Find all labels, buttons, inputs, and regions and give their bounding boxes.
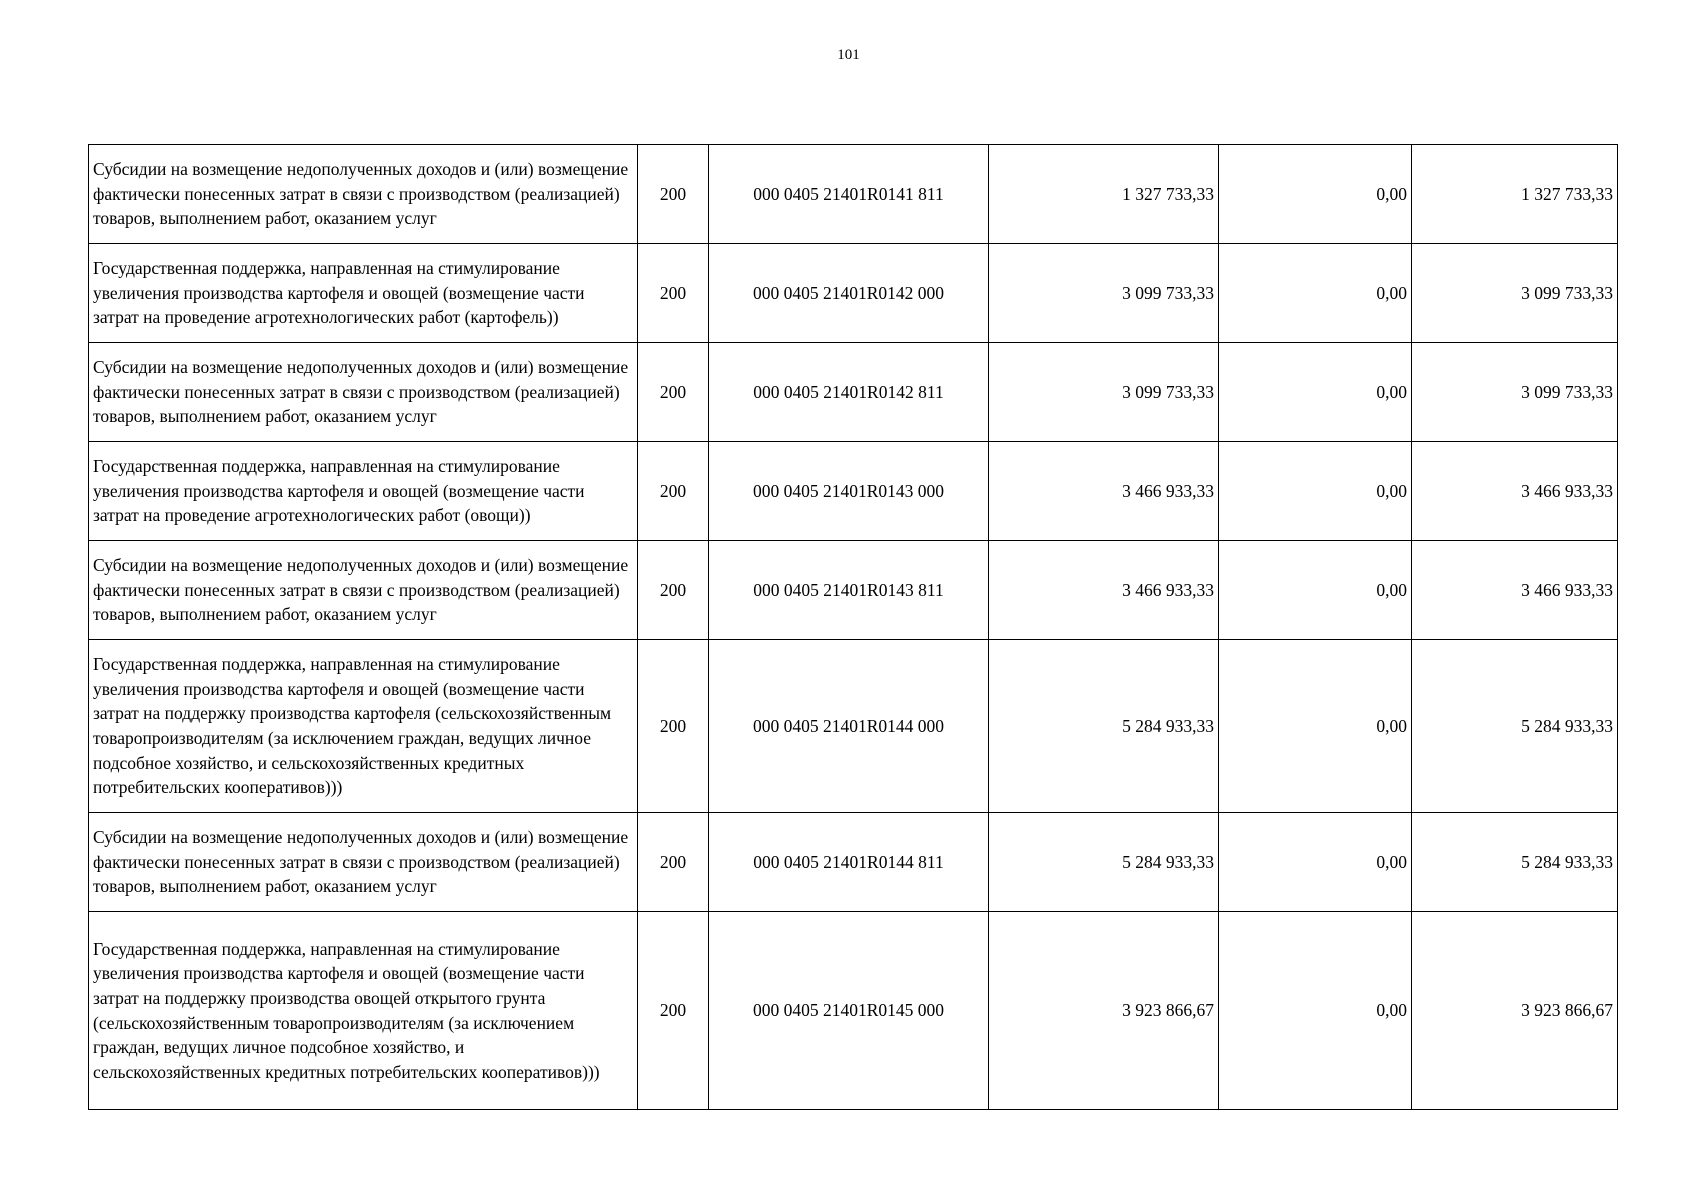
- row-remaining-cell: 1 327 733,33: [1412, 145, 1618, 244]
- row-approved-cell: 5 284 933,33: [989, 640, 1219, 813]
- row-remaining-cell: 3 099 733,33: [1412, 343, 1618, 442]
- row-code-cell: 200: [638, 343, 709, 442]
- row-code-cell: 200: [638, 640, 709, 813]
- row-approved-cell: 3 099 733,33: [989, 244, 1219, 343]
- table-row: [89, 813, 1618, 912]
- row-classification-cell: 000 0405 21401R0141 811: [709, 145, 989, 244]
- table-row: [89, 541, 1618, 640]
- row-executed-cell: 0,00: [1219, 145, 1412, 244]
- row-remaining-cell: 5 284 933,33: [1412, 640, 1618, 813]
- row-remaining-cell: 3 466 933,33: [1412, 541, 1618, 640]
- row-approved-cell: 3 466 933,33: [989, 442, 1219, 541]
- row-name-cell: Субсидии на возмещение недополученных доходов и (или) возмещение фактически понесенных затрат в связи с производством (реализацией) товаров, выполнением работ, оказанием услуг: [89, 813, 638, 912]
- row-approved-cell: 1 327 733,33: [989, 145, 1219, 244]
- row-executed-cell: 0,00: [1219, 343, 1412, 442]
- row-remaining-cell: 3 466 933,33: [1412, 442, 1618, 541]
- row-name-cell: Государственная поддержка, направленная на стимулирование увеличения производства картофеля и овощей (возмещение части затрат на проведение агротехнологических работ (картофель)): [89, 244, 638, 343]
- row-remaining-cell: 3 099 733,33: [1412, 244, 1618, 343]
- row-remaining-cell: 3 923 866,67: [1412, 912, 1618, 1110]
- budget-table-body: [89, 145, 1618, 1110]
- row-approved-cell: 5 284 933,33: [989, 813, 1219, 912]
- table-row: [89, 640, 1618, 813]
- row-approved-cell: 3 923 866,67: [989, 912, 1219, 1110]
- row-classification-cell: 000 0405 21401R0145 000: [709, 912, 989, 1110]
- row-remaining-cell: 5 284 933,33: [1412, 813, 1618, 912]
- table-row: [89, 343, 1618, 442]
- row-code-cell: 200: [638, 912, 709, 1110]
- table-row: [89, 145, 1618, 244]
- row-executed-cell: 0,00: [1219, 813, 1412, 912]
- table-row: [89, 244, 1618, 343]
- row-code-cell: 200: [638, 145, 709, 244]
- row-code-cell: 200: [638, 442, 709, 541]
- row-code-cell: 200: [638, 813, 709, 912]
- row-classification-cell: 000 0405 21401R0142 000: [709, 244, 989, 343]
- row-name-cell: Субсидии на возмещение недополученных доходов и (или) возмещение фактически понесенных затрат в связи с производством (реализацией) товаров, выполнением работ, оказанием услуг: [89, 343, 638, 442]
- row-name-cell: Субсидии на возмещение недополученных доходов и (или) возмещение фактически понесенных затрат в связи с производством (реализацией) товаров, выполнением работ, оказанием услуг: [89, 541, 638, 640]
- row-classification-cell: 000 0405 21401R0143 811: [709, 541, 989, 640]
- row-name-cell: Государственная поддержка, направленная на стимулирование увеличения производства картофеля и овощей (возмещение части затрат на поддержку производства картофеля (сельскохозяйственным товаропроизводителям (за исключением граждан, ведущих личное подсобное хозяйство, и сельскохозяйственных кредитных потребительских кооперативов))): [89, 640, 638, 813]
- row-classification-cell: 000 0405 21401R0144 811: [709, 813, 989, 912]
- row-classification-cell: 000 0405 21401R0142 811: [709, 343, 989, 442]
- row-classification-cell: 000 0405 21401R0144 000: [709, 640, 989, 813]
- row-executed-cell: 0,00: [1219, 912, 1412, 1110]
- row-approved-cell: 3 466 933,33: [989, 541, 1219, 640]
- row-name-cell: Государственная поддержка, направленная на стимулирование увеличения производства картофеля и овощей (возмещение части затрат на поддержку производства овощей открытого грунта (сельскохозяйственным товаропроизводителям (за исключением граждан, ведущих личное подсобное хозяйство, и сельскохозяйственных кредитных потребительских кооперативов))): [89, 912, 638, 1110]
- page-number: 101: [837, 47, 860, 63]
- row-executed-cell: 0,00: [1219, 244, 1412, 343]
- row-executed-cell: 0,00: [1219, 541, 1412, 640]
- row-classification-cell: 000 0405 21401R0143 000: [709, 442, 989, 541]
- row-name-cell: Государственная поддержка, направленная на стимулирование увеличения производства картофеля и овощей (возмещение части затрат на проведение агротехнологических работ (овощи)): [89, 442, 638, 541]
- row-code-cell: 200: [638, 541, 709, 640]
- table-row: [89, 442, 1618, 541]
- row-name-cell: Субсидии на возмещение недополученных доходов и (или) возмещение фактически понесенных затрат в связи с производством (реализацией) товаров, выполнением работ, оказанием услуг: [89, 145, 638, 244]
- row-approved-cell: 3 099 733,33: [989, 343, 1219, 442]
- row-executed-cell: 0,00: [1219, 640, 1412, 813]
- row-executed-cell: 0,00: [1219, 442, 1412, 541]
- row-code-cell: 200: [638, 244, 709, 343]
- table-row: [89, 912, 1618, 1110]
- budget-table: [88, 144, 1618, 1110]
